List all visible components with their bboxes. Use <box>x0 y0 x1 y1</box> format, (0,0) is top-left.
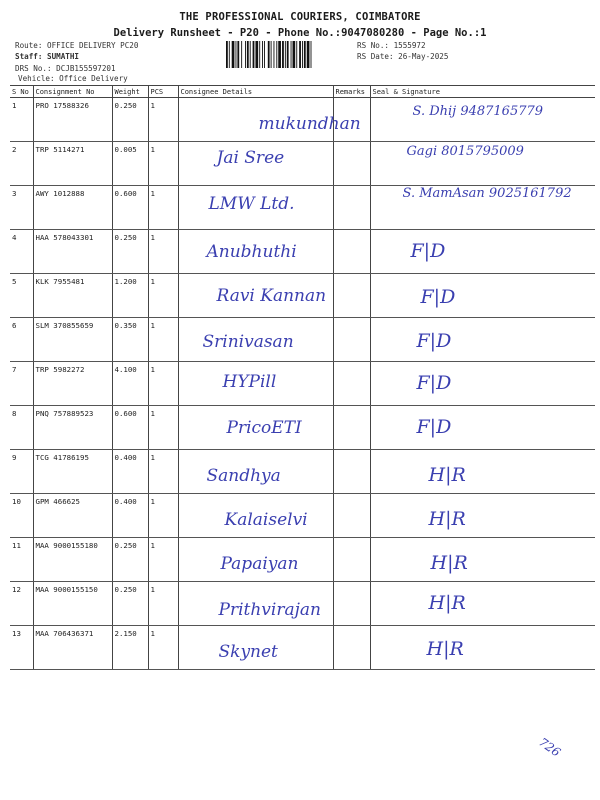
weight-cell: 0.250 <box>112 582 148 626</box>
pcs-cell: 1 <box>148 626 178 670</box>
consignment-cell: HAA 578043301 <box>33 230 112 274</box>
barcode-bar <box>259 41 260 68</box>
consignee-handwriting: Papaiyan <box>220 554 299 574</box>
sno-cell: 10 <box>10 494 33 538</box>
weight-cell: 0.005 <box>112 142 148 186</box>
runsheet-table <box>10 85 595 670</box>
pcs-cell: 1 <box>148 582 178 626</box>
consignee-handwriting: Prithvirajan <box>218 600 321 620</box>
signature-cell <box>370 582 595 626</box>
consignee-handwriting: PricoETI <box>226 418 302 438</box>
barcode-bar <box>276 41 277 68</box>
remarks-cell <box>333 450 370 494</box>
pcs-cell: 1 <box>148 186 178 230</box>
consignment-cell: TCG 41786195 <box>33 450 112 494</box>
sno-cell: 7 <box>10 362 33 406</box>
remarks-cell <box>333 98 370 142</box>
signature-cell <box>370 538 595 582</box>
table-row <box>10 450 595 494</box>
col-header-signature: Seal & Signature <box>370 86 595 98</box>
remarks-cell <box>333 274 370 318</box>
signature-handwriting: F|D <box>420 286 456 308</box>
consignee-cell <box>178 362 333 406</box>
handwritten-count-text: 726 <box>536 734 564 760</box>
barcode-bar <box>268 41 270 68</box>
barcode-image <box>226 41 338 68</box>
col-header-pcs: PCS <box>148 86 178 98</box>
signature-cell <box>370 450 595 494</box>
consignee-cell <box>178 142 333 186</box>
barcode-bar <box>262 41 263 68</box>
rs-date: RS Date: 26-May-2025 <box>357 52 449 61</box>
signature-handwriting: H|R <box>430 552 468 574</box>
sno-cell: 8 <box>10 406 33 450</box>
consignee-cell <box>178 538 333 582</box>
barcode-bar <box>291 41 292 68</box>
remarks-cell <box>333 494 370 538</box>
table-row <box>10 406 595 450</box>
barcode-bar <box>287 41 289 68</box>
barcode-bar <box>271 41 272 68</box>
consignee-cell <box>178 186 333 230</box>
table-row <box>10 362 595 406</box>
consignment-cell: SLM 370855659 <box>33 318 112 362</box>
signature-handwriting: H|R <box>426 638 464 660</box>
signature-cell <box>370 406 595 450</box>
consignment-cell: MAA 9000155150 <box>33 582 112 626</box>
barcode-bar <box>253 41 255 68</box>
consignee-handwriting: Skynet <box>218 642 278 662</box>
signature-cell <box>370 362 595 406</box>
remarks-cell <box>333 142 370 186</box>
consignment-cell: GPM 466625 <box>33 494 112 538</box>
signature-handwriting: H|R <box>428 464 466 486</box>
signature-handwriting: F|D <box>416 330 452 352</box>
remarks-cell <box>333 626 370 670</box>
staff-label: Staff: SUMATHI <box>15 52 80 61</box>
table-row <box>10 494 595 538</box>
signature-cell <box>370 318 595 362</box>
table-row <box>10 274 595 318</box>
barcode-bar <box>299 41 301 68</box>
consignee-cell <box>178 450 333 494</box>
consignment-cell: PRO 17588326 <box>33 98 112 142</box>
weight-cell: 0.400 <box>112 494 148 538</box>
remarks-cell <box>333 318 370 362</box>
signature-handwriting: H|R <box>428 592 466 614</box>
barcode-bar <box>264 41 265 68</box>
sno-cell: 5 <box>10 274 33 318</box>
signature-handwriting: F|D <box>410 240 446 262</box>
pcs-cell: 1 <box>148 98 178 142</box>
consignee-cell <box>178 274 333 318</box>
weight-cell: 4.100 <box>112 362 148 406</box>
table-row <box>10 538 595 582</box>
sno-cell: 1 <box>10 98 33 142</box>
remarks-cell <box>333 186 370 230</box>
barcode-bar <box>241 41 242 68</box>
sno-cell: 2 <box>10 142 33 186</box>
pcs-cell: 1 <box>148 450 178 494</box>
col-header-consignment: Consignment No <box>33 86 112 98</box>
signature-handwriting: H|R <box>428 508 466 530</box>
consignment-cell: PNQ 757889523 <box>33 406 112 450</box>
drs-number: DRS No.: DCJB155597201 <box>15 64 116 73</box>
remarks-cell <box>333 582 370 626</box>
weight-cell: 0.350 <box>112 318 148 362</box>
signature-handwriting: S. Dhij 9487165779 <box>412 104 544 119</box>
route-label: Route: OFFICE DELIVERY PC20 <box>15 41 139 50</box>
consignee-cell <box>178 98 361 142</box>
col-header-sno: S No <box>10 86 33 98</box>
barcode-bar <box>255 41 258 68</box>
table-row <box>10 230 595 274</box>
signature-handwriting: F|D <box>416 416 452 438</box>
pcs-cell: 1 <box>148 538 178 582</box>
sno-cell: 9 <box>10 450 33 494</box>
consignee-handwriting: Srinivasan <box>202 332 294 352</box>
barcode-bar <box>247 41 249 68</box>
consignee-handwriting: Anubhuthi <box>206 242 297 262</box>
remarks-cell <box>333 406 370 450</box>
rs-number: RS No.: 1555972 <box>357 41 426 50</box>
consignee-cell <box>178 494 333 538</box>
barcode-bar <box>250 41 251 68</box>
consignment-cell: KLK 7955481 <box>33 274 112 318</box>
signature-cell <box>370 142 595 186</box>
vehicle-label: Vehicle: Office Delivery <box>18 74 128 83</box>
pcs-cell: 1 <box>148 406 178 450</box>
signature-cell <box>370 230 595 274</box>
table-row <box>10 142 595 186</box>
table-row <box>10 582 595 626</box>
barcode-bar <box>311 41 312 68</box>
barcode-bar <box>236 41 237 68</box>
pcs-cell: 1 <box>148 142 178 186</box>
weight-cell: 0.250 <box>112 98 148 142</box>
pcs-cell: 1 <box>148 494 178 538</box>
remarks-cell <box>333 362 370 406</box>
table-header-row <box>10 86 595 98</box>
col-header-consignee: Consignee Details <box>178 86 333 98</box>
sno-cell: 3 <box>10 186 33 230</box>
sno-cell: 13 <box>10 626 33 670</box>
consignee-handwriting: HYPill <box>222 372 277 392</box>
barcode-bar <box>285 41 286 68</box>
pcs-cell: 1 <box>148 362 178 406</box>
weight-cell: 0.250 <box>112 230 148 274</box>
col-header-weight: Weight <box>112 86 148 98</box>
col-header-remarks: Remarks <box>333 86 370 98</box>
weight-cell: 0.600 <box>112 186 148 230</box>
sno-cell: 12 <box>10 582 33 626</box>
barcode-bar <box>237 41 239 68</box>
barcode-bar <box>307 41 310 68</box>
consignee-handwriting: Sandhya <box>206 466 281 486</box>
pcs-cell: 1 <box>148 230 178 274</box>
signature-handwriting: F|D <box>416 372 452 394</box>
company-title: THE PROFESSIONAL COURIERS, COIMBATORE <box>179 11 421 23</box>
barcode-bar <box>245 41 246 68</box>
barcode-bar <box>274 41 275 68</box>
sno-cell: 4 <box>10 230 33 274</box>
sno-cell: 11 <box>10 538 33 582</box>
sno-cell: 6 <box>10 318 33 362</box>
remarks-cell <box>333 230 370 274</box>
barcode-bar <box>278 41 281 68</box>
consignment-cell: TRP 5982272 <box>33 362 112 406</box>
weight-cell: 0.600 <box>112 406 148 450</box>
barcode-bar <box>296 41 297 68</box>
barcode-bar <box>232 41 235 68</box>
weight-cell: 2.150 <box>112 626 148 670</box>
signature-cell <box>370 274 595 318</box>
consignment-cell: MAA 9000155180 <box>33 538 112 582</box>
table-row <box>10 186 595 230</box>
table-row <box>10 318 595 362</box>
signature-cell <box>370 98 595 142</box>
barcode-bar <box>293 41 296 68</box>
consignment-cell: MAA 706436371 <box>33 626 112 670</box>
weight-cell: 1.200 <box>112 274 148 318</box>
barcode-bar <box>304 41 306 68</box>
weight-cell: 0.400 <box>112 450 148 494</box>
barcode-bar <box>302 41 303 68</box>
barcode-bar <box>229 41 230 68</box>
consignment-cell: TRP 5114271 <box>33 142 112 186</box>
consignee-handwriting: Kalaiselvi <box>224 510 308 530</box>
consignment-cell: AWY 1012888 <box>33 186 112 230</box>
consignee-handwriting: Jai Sree <box>216 148 285 168</box>
table-row <box>10 626 595 670</box>
runsheet-subtitle: Delivery Runsheet - P20 - Phone No.:9047080280 - Page No.:1 <box>113 27 487 39</box>
consignee-handwriting: mukundhan <box>258 114 361 134</box>
handwritten-page-count <box>528 730 588 775</box>
barcode-bar <box>282 41 284 68</box>
table-row <box>10 98 595 142</box>
signature-cell <box>370 626 595 670</box>
consignee-cell <box>178 582 333 626</box>
consignee-cell <box>178 318 333 362</box>
signature-cell <box>370 494 595 538</box>
consignee-cell <box>178 230 333 274</box>
pcs-cell: 1 <box>148 274 178 318</box>
signature-handwriting: S. MamAsan 9025161792 <box>402 186 572 201</box>
signature-handwriting: Gagi 8015795009 <box>406 144 524 159</box>
signature-cell <box>370 186 595 230</box>
remarks-cell <box>333 538 370 582</box>
consignee-handwriting: LMW Ltd. <box>208 194 295 214</box>
consignee-cell <box>178 406 333 450</box>
consignee-handwriting: Ravi Kannan <box>216 286 327 306</box>
consignee-cell <box>178 626 333 670</box>
barcode-bar <box>226 41 228 68</box>
weight-cell: 0.250 <box>112 538 148 582</box>
pcs-cell: 1 <box>148 318 178 362</box>
